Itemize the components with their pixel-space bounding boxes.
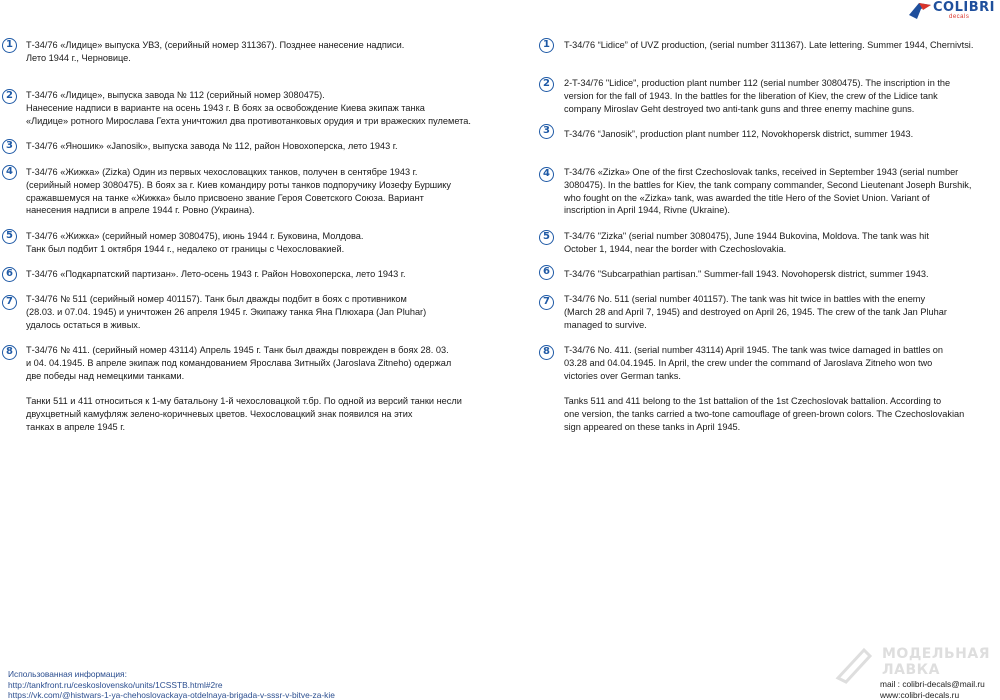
watermark-line2: ЛАВКА bbox=[882, 662, 940, 678]
en-number-badge: 7 bbox=[539, 295, 554, 310]
en-entry-8 bbox=[564, 344, 943, 382]
brand-tagline: decals bbox=[949, 14, 970, 20]
contact-web[interactable]: www:colibri-decals.ru bbox=[880, 689, 960, 700]
watermark bbox=[834, 644, 994, 684]
en-number-badge: 8 bbox=[539, 345, 554, 360]
ru-entry-8 bbox=[26, 344, 451, 382]
en-entry-text: T-34/76 "Zizka" (serial number 3080475), June 1944 Bukovina, Moldova. The tank was hit October 1, 1944, near the border with Czechoslovakia. bbox=[564, 231, 929, 254]
colibri-logo bbox=[905, 0, 995, 22]
ru-number-badge: 8 bbox=[2, 345, 17, 360]
en-entry-1 bbox=[564, 39, 973, 52]
ru-entry-4 bbox=[26, 166, 451, 217]
en-number-badge: 1 bbox=[539, 38, 554, 53]
ru-entry-1 bbox=[26, 39, 404, 65]
en-entry-text: T-34/76 «Zizka» One of the first Czechoslovak tanks, received in September 1943 (serial number 3080475). In the battles for Kiev, the tank company commander, Second Lieutenant Joseph Burshik, who fought on the «Zizka» tank, was awarded the title Hero of the Soviet Union. Variant of inscription in April 1944, Rivne (Ukraine). bbox=[564, 167, 972, 216]
ru-number-badge: 2 bbox=[2, 89, 17, 104]
en-entry-text: T-34/76 No. 511 (serial number 401157). The tank was hit twice in battles with the enemy (March 28 and April 7, 1945) and destroyed on April 26, 1945. The crew of the tank Jan Pluhar managed to survive. bbox=[564, 294, 947, 330]
en-number-badge: 2 bbox=[539, 77, 554, 92]
ru-entry-6 bbox=[26, 268, 406, 281]
en-number-badge: 5 bbox=[539, 230, 554, 245]
ru-number-badge: 4 bbox=[2, 165, 17, 180]
ru-entry-7 bbox=[26, 293, 426, 331]
ru-entry-text: Т-34/76 «Подкарпатский партизан». Лето-осень 1943 г. Район Новохоперска, лето 1943 г. bbox=[26, 269, 406, 279]
en-entry-text: T-34/76 “Lidice” of UVZ production, (serial number 311367). Late lettering. Summer 1944, Chernivtsi. bbox=[564, 40, 974, 50]
en-entry-2 bbox=[564, 77, 950, 115]
watermark-logo-icon bbox=[834, 644, 878, 684]
en-number-badge: 4 bbox=[539, 167, 554, 182]
ru-entry-text: Т-34/76 «Яношик» «Janosik», выпуска завода № 112, район Новохоперска, лето 1943 г. bbox=[26, 141, 398, 151]
en-entry-6 bbox=[564, 268, 929, 281]
ru-number-badge: 1 bbox=[2, 38, 17, 53]
en-entry-text: T-34/76 "Subcarpathian partisan." Summer-fall 1943. Novohopersk district, summer 1943. bbox=[564, 269, 929, 279]
ru-number-badge: 3 bbox=[2, 139, 17, 154]
brand-name: COLIBRI bbox=[933, 0, 995, 15]
ru-entry-text: Т-34/76 «Жижка» (серийный номер 3080475), июнь 1944 г. Буковина, Молдова. Танк был подбит 1 октября 1944 г., недалеко от границы с Чехословакией. bbox=[26, 231, 364, 254]
ru-entry-text: Т-34/76 «Жижка» (Zizka) Один из первых чехословацких танков, получен в сентябре 1943 г. (серийный номер 3080475). В боях за г. Киев командиру роты танков подпоручику Иозефу Буршику сражавшемуся на танке «Жижка» было присвоено звание Героя Советского Союза. Вариант нанесения надписи в апреле 1944 г. Ровно (Украина). bbox=[26, 167, 452, 216]
en-entry-text: T-34/76 No. 411. (serial number 43114) April 1945. The tank was twice damaged in battles on 03.28 and 04.04.1945. In April, the crew under the command of Jaroslava Zitneho won two victories over German tanks. bbox=[564, 345, 943, 381]
watermark-text bbox=[882, 646, 990, 678]
en-entry-3 bbox=[564, 128, 913, 141]
sources-info: Использованная информация: http://tankfront.ru/ceskoslovensko/units/1CSSTB.html#2re https://vk.com/@histwars-1-ya-chehoslovackaya-otdelnaya-brigada-v-sssr-v-bitve-za-kie bbox=[8, 669, 335, 700]
en-entry-text: 2-T-34/76 "Lidice", production plant number 112 (serial number 3080475). The inscription in the version for the fall of 1943. In the battles for the liberation of Kiev, the crew of the Lidice tank company Miroslav Geht destroyed two anti-tank guns and three enemy machine guns. bbox=[564, 78, 951, 114]
en-entry-7 bbox=[564, 293, 947, 331]
ru-entry-text: Т-34/76 № 511 (серийный номер 401157). Танк был дважды подбит в боях с противником (28.03. и 07.04. 1945) и уничтожен 26 апреля 1945 г. Экипажу танка Яна Плюхара (Jan Pluhar) удалось остаться в живых. bbox=[26, 294, 427, 330]
en-note bbox=[564, 395, 964, 433]
ru-entry-5 bbox=[26, 230, 363, 256]
en-entry-5 bbox=[564, 230, 929, 256]
watermark-line1: МОДЕЛЬНАЯ bbox=[882, 646, 990, 662]
contact-info bbox=[880, 679, 985, 700]
en-entry-text: T-34/76 “Janosik”, production plant number 112, Novokhopersk district, summer 1943. bbox=[564, 129, 914, 139]
ru-note-text: Танки 511 и 411 относиться к 1-му батальону 1-й чехословацкой т.бр. По одной из версий танки несли двухцветный камуфляж зелено-коричневых цветов. Чехословацкий знак появился на этих танках в апреле 1945 г. bbox=[26, 396, 462, 432]
en-number-badge: 3 bbox=[539, 124, 554, 139]
ru-entry-2 bbox=[26, 89, 471, 127]
ru-entry-3 bbox=[26, 140, 398, 153]
ru-note bbox=[26, 395, 462, 433]
ru-number-badge: 6 bbox=[2, 267, 17, 282]
contact-mail[interactable]: mail : colibri-decals@mail.ru bbox=[880, 679, 985, 689]
en-number-badge: 6 bbox=[539, 265, 554, 280]
ru-entry-text: Т-34/76 «Лидице», выпуска завода № 112 (серийный номер 3080475). Нанесение надписи в варианте на осень 1943 г. В боях за освобождение Киева экипаж танка «Лидице» ротного Мирослава Гехта уничтожил два противотанковых орудия и три вражеских пулемета. bbox=[26, 90, 471, 126]
ru-entry-text: Т-34/76 № 411. (серийный номер 43114) Апрель 1945 г. Танк был дважды поврежден в боях 28. 03. и 04. 04.1945. В апреле экипаж под командованием Ярослава Зитныйх (Jaroslava Zitneho) одержал две победы над немецкими танками. bbox=[26, 345, 452, 381]
ru-number-badge: 5 bbox=[2, 229, 17, 244]
ru-number-badge: 7 bbox=[2, 295, 17, 310]
ru-entry-text: Т-34/76 «Лидице» выпуска УВЗ, (серийный номер 311367). Позднее нанесение надписи. Лето 1944 г., Черновице. bbox=[26, 40, 405, 63]
en-note-text: Tanks 511 and 411 belong to the 1st battalion of the 1st Czechoslovak battalion. According to one version, the tanks carried a two-tone camouflage of green-brown colors. The Czechoslovakian sign appeared on these tanks in April 1945. bbox=[564, 396, 965, 432]
en-entry-4 bbox=[564, 166, 971, 217]
colibri-bird-icon bbox=[907, 1, 933, 21]
